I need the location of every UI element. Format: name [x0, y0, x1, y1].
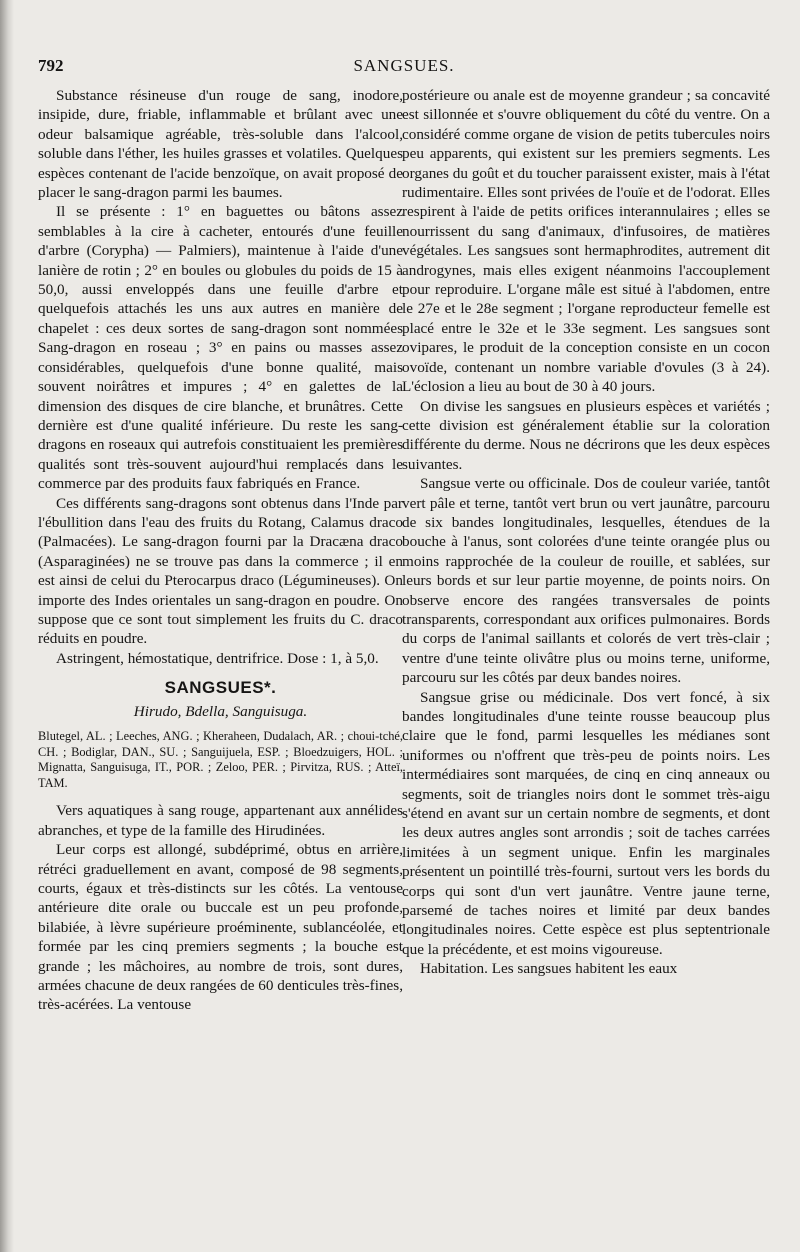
page-binding-shadow — [0, 0, 14, 1252]
paragraph: Astringent, hémostatique, dentrifrice. Dose : 1, à 5,0. — [56, 649, 379, 667]
running-title: SANGSUES. — [353, 56, 455, 75]
paragraph: Il se présente : 1° en baguettes ou bâtons assez semblables à la cire à cacheter, entourés d'une feuille d'arbre (Corypha) — Palmiers), maintenue à l'aide d'une lanière de rotin ; 2° en boules ou globules du poids de 15 à 50,0, aussi enveloppés dans une feuille d'arbre et quelquefois attachés les uns aux autres en manière de chapelet : ces deux sortes de sang-dragon sont nommées Sang-dragon en roseau ; 3° en pains ou masses assez considérables, quelquefois d'une bonne qualité, mais souvent noirâtres et impures ; 4° en galettes de la dimension des disques de cire blanche, et brunâtres. Cette dernière est d'une qualité inférieure. Du reste les sang-dragons en roseaux qui autrefois constituaient les premières qualités sont très-souvent aujourd'hui remplacés dans le commerce par des produits faux fabriqués en France. — [38, 203, 403, 493]
section-heading: SANGSUES*. — [164, 678, 277, 698]
section-subtitle: Hirudo, Bdella, Sanguisuga. — [133, 702, 308, 720]
right-column — [402, 86, 770, 979]
paragraph: Ces différents sang-dragons sont obtenus dans l'Inde par l'ébullition dans l'eau des fruits du Rotang, Calamus draco (Palmacées). Le sang-dragon fourni par la Dracæna draco (Asparaginées) ne se trouve pas dans la commerce ; il en est ainsi de celui du Pterocarpus draco (Légumineuses). On importe des Indes orientales un sang-dragon en poudre. On suppose que ce sont tout simplement les fruits du C. draco réduits en poudre. — [38, 494, 403, 648]
synonyms-text: Blutegel, AL. ; Leeches, ANG. ; Kheraheen, Dudalach, AR. ; choui-tché, CH. ; Bodiglar, DAN., SU. ; Sanguijuela, ESP. ; Bloedzuigers, HOL. ; Mignatta, Sanguisuga, IT., POR. ; Zeloo, PER. ; Pirvitza, RUS. ; Atteï, TAM. — [38, 729, 403, 790]
paragraph: On divise les sangsues en plusieurs espèces et variétés ; cette division est généralement établie sur la coloration différente du derme. Nous ne décrirons que les deux espèces suivantes. — [402, 397, 770, 473]
paragraph: Substance résineuse d'un rouge de sang, inodore, insipide, dure, friable, inflammable et brûlant avec une odeur balsamique agréable, très-soluble dans l'alcool, soluble dans l'éther, les huiles grasses et volatiles. Quelques espèces contenant de l'acide benzoïque, on avait proposé de placer le sang-dragon parmi les baumes. — [38, 87, 403, 202]
paragraph: Sangsue verte ou officinale. Dos de couleur variée, tantôt vert pâle et terne, tantôt vert brun ou vert jaunâtre, parcouru de six bandes longitudinales, lesquelles, étendues de la bouche à l'anus, sont colorées d'une teinte orangée plus ou moins rapprochée de la couleur de rouille, et sablées, sur leurs bords et sur leur partie moyenne, de points noirs. On observe encore des rangées transversales de points transparents, correspondant aux orifices pulmonaires. Bords du corps de l'animal saillants et colorés de vert très-clair ; ventre d'une teinte olivâtre plus ou moins terne, uniforme, parcouru sur les côtés par deux bandes noires. — [402, 475, 770, 687]
left-column — [38, 86, 403, 1015]
synonyms-block — [38, 729, 403, 791]
paragraph: Vers aquatiques à sang rouge, appartenant aux annélides abranches, et type de la famille des Hirudinées. — [38, 802, 403, 839]
paragraph: Leur corps est allongé, subdéprimé, obtus en arrière, rétréci graduellement en avant, composé de 98 segments, courts, égaux et très-distincts sur les côtés. La ventouse antérieure dite orale ou buccale est un peu profonde, bilabiée, à lèvre supérieure proéminente, sublancéolée, et formée par les cinq premiers segments ; la bouche est grande ; les mâchoires, au nombre de trois, sont dures, armées chacune de deux rangées de 60 denticules très-fines, très-acérées. La ventouse — [38, 841, 403, 1014]
page-header — [38, 56, 770, 78]
paragraph: Habitation. Les sangsues habitent les eaux — [420, 960, 678, 978]
page-number: 792 — [38, 56, 64, 75]
paragraph: postérieure ou anale est de moyenne grandeur ; sa concavité est sillonnée et s'ouvre obliquement du côté du ventre. On a considéré comme organe de vision de petits tubercules noirs peu apparents, qui existent sur les premiers segments. Les organes du goût et du toucher paraissent exister, mais à l'état rudimentaire. Elles sont privées de l'ouïe et de l'odorat. Elles respirent à l'aide de petits orifices interannulaires ; elles se nourrissent du sang d'animaux, d'infusoires, de matières végétales. Les sangsues sont hermaphrodites, autrement dit androgynes, mais elles exigent néanmoins l'accouplement pour reproduire. L'organe mâle est situé à l'abdomen, entre le 27e et le 28e segment ; l'organe reproducteur femelle est placé entre le 32e et le 33e segment. Les sangsues sont ovipares, le produit de la conception consiste en un cocon ovoïde, contenant un nombre variable d'ovules (3 à 24). L'éclosion a lieu au bout de 30 à 40 jours. — [402, 87, 770, 396]
paragraph: Sangsue grise ou médicinale. Dos vert foncé, à six bandes longitudinales d'une teinte rousse beaucoup plus claire que le fond, parmi lesquelles les médianes sont uniformes ou n'offrent que très-peu de points noirs. Les intermédiaires sont marquées, de cinq en cinq anneaux ou segments, soit de triangles noirs dont le sommet très-aigu s'étend en avant sur un certain nombre de segments, et dont les deux autres angles sont arrondis ; soit de taches carrées limitées à un segment unique. Enfin les marginales présentent un pointillé très-fourni, surtout vers les bords du corps qui sont d'un vert jaunâtre. Ventre jaune terne, parsemé de taches noires et limité par deux bandes longitudinales noires. Cette espèce est plus septentrionale que la précédente, et est moins vigoureuse. — [402, 688, 770, 958]
